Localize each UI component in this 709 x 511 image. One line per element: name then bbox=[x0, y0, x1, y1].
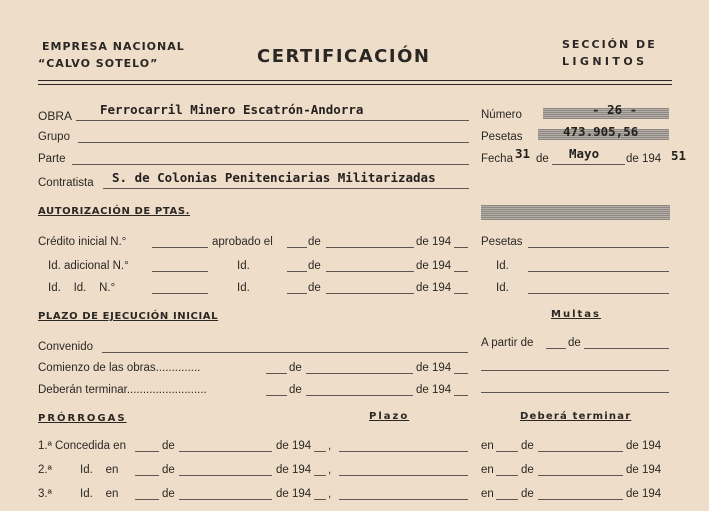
prorroga-2-en: en bbox=[481, 464, 494, 476]
multas-line-3[interactable] bbox=[481, 392, 669, 393]
prorroga-2-de194: de 194 bbox=[276, 464, 312, 476]
prorroga-3-de194: de 194 bbox=[276, 488, 312, 500]
prorroga-1-month-line[interactable] bbox=[179, 451, 272, 452]
header-rule-bottom bbox=[38, 84, 672, 85]
id-id-num-line[interactable] bbox=[152, 293, 208, 294]
prorroga-3-deb-de194: de 194 bbox=[626, 488, 662, 500]
id-id-de: de bbox=[308, 282, 321, 294]
contratista-value[interactable]: S. de Colonias Penitenciarias Militarizadas bbox=[112, 170, 436, 185]
prorroga-3-day-line[interactable] bbox=[135, 499, 159, 500]
company-subname: “CALVO SOTELO” bbox=[38, 57, 159, 70]
prorroga-2-label: Id. en bbox=[80, 464, 119, 476]
prorrogas-plazo-heading: Plazo bbox=[369, 411, 410, 422]
aprobado-label: aprobado el bbox=[212, 236, 273, 248]
prorroga-1-deb-month-line[interactable] bbox=[538, 451, 623, 452]
fecha-month-line bbox=[552, 164, 625, 165]
prorrogas-debera-heading: Deberá terminar bbox=[520, 411, 632, 422]
deberan-de: de bbox=[289, 384, 302, 396]
autorizacion-pesetas-label: Pesetas bbox=[481, 236, 523, 248]
parte-label: Parte bbox=[38, 153, 66, 165]
prorrogas-heading: PRÓRROGAS bbox=[38, 413, 127, 424]
id-id-pesetas-line[interactable] bbox=[528, 293, 669, 294]
prorroga-3-label: Id. en bbox=[80, 488, 119, 500]
comienzo-de: de bbox=[289, 362, 302, 374]
prorroga-2-deb-day-line[interactable] bbox=[496, 475, 518, 476]
grupo-line[interactable] bbox=[78, 142, 469, 143]
fecha-de-1: de bbox=[536, 153, 549, 165]
prorroga-1-year-line[interactable] bbox=[314, 451, 326, 452]
pesetas-value[interactable]: 473.905,56 bbox=[563, 124, 639, 139]
prorroga-3-deb-day-line[interactable] bbox=[496, 499, 518, 500]
aprobado-year-line[interactable] bbox=[454, 247, 468, 248]
adicional-day-line[interactable] bbox=[287, 271, 307, 272]
autorizacion-shaded-box bbox=[481, 205, 670, 220]
adicional-pesetas-line[interactable] bbox=[528, 271, 669, 272]
autorizacion-pesetas-line[interactable] bbox=[528, 247, 669, 248]
prorroga-2-deb-month-line[interactable] bbox=[538, 475, 623, 476]
header-rule-top bbox=[38, 80, 672, 81]
prorroga-2-deb-de194: de 194 bbox=[626, 464, 662, 476]
deberan-label: Deberán terminar......................... bbox=[38, 384, 207, 396]
comienzo-month-line[interactable] bbox=[306, 373, 413, 374]
prorroga-3-de: de bbox=[162, 488, 175, 500]
deberan-month-line[interactable] bbox=[306, 395, 413, 396]
deberan-day-line[interactable] bbox=[266, 395, 287, 396]
comienzo-day-line[interactable] bbox=[266, 373, 287, 374]
prorroga-2-deb-de: de bbox=[521, 464, 534, 476]
aprobado-de194: de 194 bbox=[416, 236, 452, 248]
id-id-de194: de 194 bbox=[416, 282, 452, 294]
numero-label: Número bbox=[481, 109, 522, 121]
deberan-de194: de 194 bbox=[416, 384, 452, 396]
convenido-line[interactable] bbox=[102, 352, 468, 353]
prorroga-2-comma: , bbox=[328, 464, 332, 476]
prorroga-3-num: 3.ª bbox=[38, 488, 52, 500]
prorroga-1-label: Concedida en bbox=[55, 440, 126, 452]
id-id-pesetas-id: Id. bbox=[496, 282, 509, 294]
prorroga-1-deb-day-line[interactable] bbox=[496, 451, 518, 452]
deberan-year-line[interactable] bbox=[454, 395, 468, 396]
id-id-month-line[interactable] bbox=[326, 293, 414, 294]
a-partir-de: de bbox=[568, 337, 581, 349]
prorroga-3-en: en bbox=[481, 488, 494, 500]
pesetas-label: Pesetas bbox=[481, 131, 523, 143]
prorroga-1-day-line[interactable] bbox=[135, 451, 159, 452]
numero-value[interactable]: - 26 - bbox=[592, 102, 638, 117]
prorroga-1-comma: , bbox=[328, 440, 332, 452]
document-title: CERTIFICACIÓN bbox=[257, 46, 431, 67]
obra-line bbox=[76, 120, 469, 121]
section-subname: LIGNITOS bbox=[562, 55, 648, 68]
adicional-de194: de 194 bbox=[416, 260, 452, 272]
id-id-year-line[interactable] bbox=[454, 293, 468, 294]
adicional-id: Id. bbox=[237, 260, 250, 272]
adicional-label: Id. adicional N.° bbox=[48, 260, 129, 272]
fecha-month[interactable]: Mayo bbox=[569, 146, 600, 161]
credito-label: Crédito inicial N.° bbox=[38, 236, 127, 248]
prorroga-1-num: 1.ª bbox=[38, 440, 52, 452]
contratista-label: Contratista bbox=[38, 177, 94, 189]
autorizacion-heading: AUTORIZACIÓN DE PTAS. bbox=[38, 206, 191, 217]
a-partir-day-line[interactable] bbox=[546, 348, 566, 349]
id-id-label: Id. Id. N.° bbox=[48, 282, 116, 294]
section-name: SECCIÓN DE bbox=[562, 38, 657, 51]
fecha-day[interactable]: 31 bbox=[515, 146, 531, 161]
prorroga-1-deb-de: de bbox=[521, 440, 534, 452]
prorroga-3-deb-de: de bbox=[521, 488, 534, 500]
fecha-year[interactable]: 51 bbox=[671, 148, 687, 163]
prorroga-1-deb-de194: de 194 bbox=[626, 440, 662, 452]
multas-heading: Multas bbox=[551, 309, 601, 320]
convenido-label: Convenido bbox=[38, 341, 93, 353]
credito-num-line[interactable] bbox=[152, 247, 208, 248]
a-partir-month-line[interactable] bbox=[584, 348, 669, 349]
parte-line[interactable] bbox=[72, 164, 469, 165]
obra-label: OBRA bbox=[38, 109, 73, 123]
prorroga-3-deb-month-line[interactable] bbox=[538, 499, 623, 500]
prorroga-2-de: de bbox=[162, 464, 175, 476]
aprobado-month-line[interactable] bbox=[326, 247, 414, 248]
prorroga-2-plazo-line[interactable] bbox=[339, 475, 468, 476]
aprobado-day-line[interactable] bbox=[287, 247, 307, 248]
plazo-heading: PLAZO DE EJECUCIÓN INICIAL bbox=[38, 311, 219, 322]
prorroga-3-comma: , bbox=[328, 488, 332, 500]
prorroga-2-day-line[interactable] bbox=[135, 475, 159, 476]
adicional-year-line[interactable] bbox=[454, 271, 468, 272]
prorroga-1-de: de bbox=[162, 440, 175, 452]
fecha-de-2: de 194 bbox=[626, 153, 662, 165]
fecha-label: Fecha bbox=[481, 153, 513, 165]
prorroga-2-year-line[interactable] bbox=[314, 475, 326, 476]
adicional-pesetas-id: Id. bbox=[496, 260, 509, 272]
prorroga-1-en: en bbox=[481, 440, 494, 452]
comienzo-label: Comienzo de las obras.............. bbox=[38, 362, 201, 374]
comienzo-de194: de 194 bbox=[416, 362, 452, 374]
grupo-label: Grupo bbox=[38, 131, 70, 143]
obra-value[interactable]: Ferrocarril Minero Escatrón-Andorra bbox=[100, 102, 364, 117]
id-id-day-line[interactable] bbox=[287, 293, 307, 294]
prorroga-3-month-line[interactable] bbox=[179, 499, 272, 500]
prorroga-1-plazo-line[interactable] bbox=[339, 451, 468, 452]
aprobado-de: de bbox=[308, 236, 321, 248]
company-name: EMPRESA NACIONAL bbox=[42, 40, 185, 53]
contratista-line bbox=[103, 188, 469, 189]
adicional-month-line[interactable] bbox=[326, 271, 414, 272]
comienzo-year-line[interactable] bbox=[454, 373, 468, 374]
adicional-num-line[interactable] bbox=[152, 271, 208, 272]
id-id-id: Id. bbox=[237, 282, 250, 294]
a-partir-label: A partir de bbox=[481, 337, 534, 349]
prorroga-1-de194: de 194 bbox=[276, 440, 312, 452]
prorroga-3-year-line[interactable] bbox=[314, 499, 326, 500]
multas-line-2[interactable] bbox=[481, 370, 669, 371]
prorroga-3-plazo-line[interactable] bbox=[339, 499, 468, 500]
adicional-de: de bbox=[308, 260, 321, 272]
prorroga-2-month-line[interactable] bbox=[179, 475, 272, 476]
prorroga-2-num: 2.ª bbox=[38, 464, 52, 476]
